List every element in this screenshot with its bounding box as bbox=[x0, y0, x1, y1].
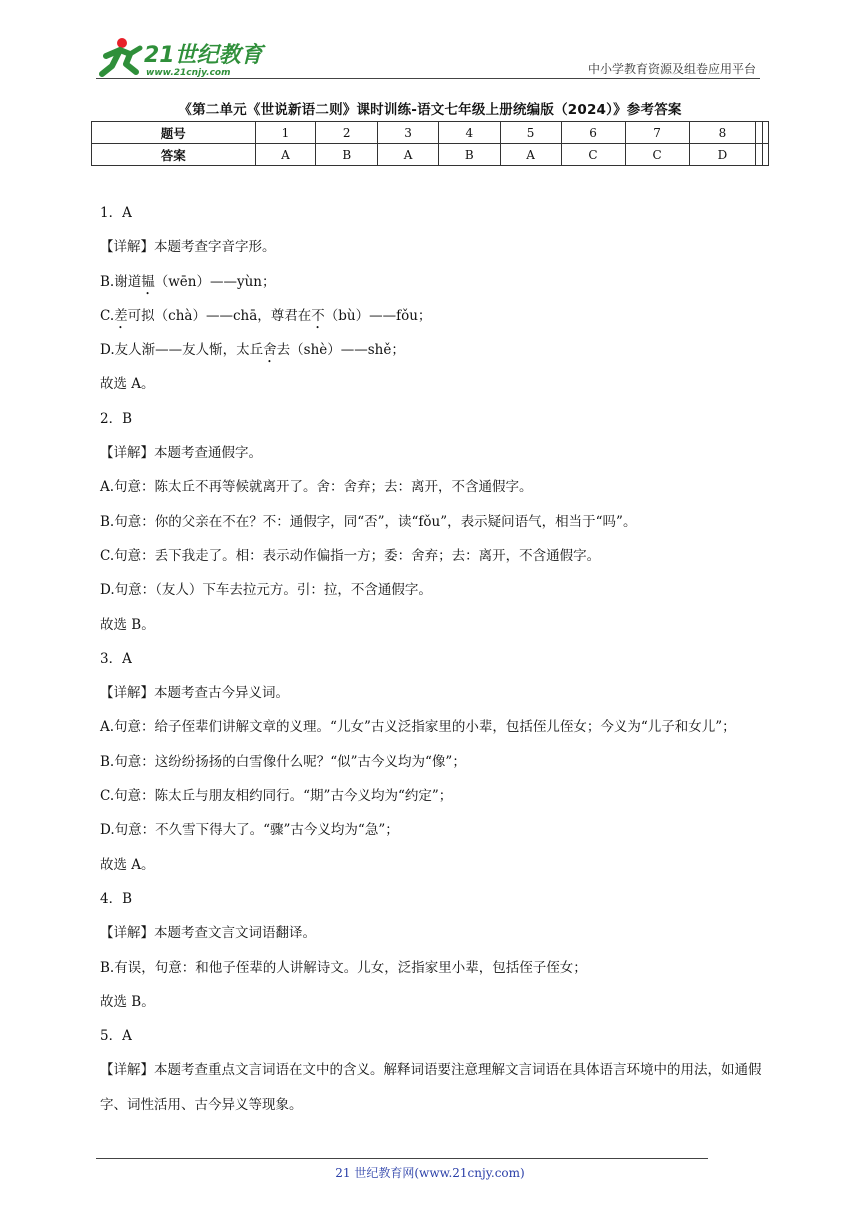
document-title: 《第二单元《世说新语二则》课时训练-语文七年级上册统编版（2024）》参考答案 bbox=[178, 102, 682, 118]
site-logo[interactable] bbox=[96, 34, 266, 80]
question-number-cell: 6 bbox=[561, 122, 625, 144]
explanation-line bbox=[100, 299, 772, 333]
explanation-line bbox=[100, 745, 772, 779]
explanation-line bbox=[100, 367, 772, 401]
question-number-cell: 7 bbox=[625, 122, 689, 144]
text-run: C.句意：陈太丘与朋友相约同行。“期”古今义均为“约定”； bbox=[100, 788, 453, 805]
text-run: （bù）——fǒu； bbox=[324, 307, 432, 324]
text-run: 【详解】本题考查字音字形。 bbox=[100, 239, 276, 256]
explanation-line bbox=[100, 916, 772, 950]
footer-text[interactable]: 21 世纪教育网(www.21cnjy.com) bbox=[335, 1166, 525, 1180]
emphasized-char: 舍 bbox=[263, 342, 277, 359]
text-run: 4．B bbox=[100, 890, 133, 907]
text-run: 故选 A。 bbox=[100, 856, 155, 873]
svg-text:21世纪教育: 21世纪教育 bbox=[144, 43, 263, 68]
text-run: B.句意：你的父亲在不在？不：通假字，同“否”，读“fǒu”，表示疑问语气，相当于“吗”。 bbox=[100, 513, 637, 530]
question-number-cell: 3 bbox=[378, 122, 439, 144]
explanation-line bbox=[100, 265, 772, 299]
text-run: 【详解】本题考查重点文言词语在文中的含义。解释词语要注意理解文言词语在具体语言环境中的用法，如通假字、词性活用、古今异义等现象。 bbox=[100, 1062, 762, 1113]
text-run: B.有误，句意：和他子侄辈的人讲解诗文。儿女，泛指家里小辈，包括侄子侄女； bbox=[100, 959, 587, 976]
explanation-line bbox=[100, 608, 772, 642]
explanation-line bbox=[100, 470, 772, 504]
explanation-line bbox=[100, 1019, 772, 1053]
text-run: 去（shè）——shě； bbox=[276, 342, 405, 359]
explanation-line bbox=[100, 333, 772, 367]
question-number-cell: 2 bbox=[316, 122, 378, 144]
text-run: 3．A bbox=[100, 650, 132, 667]
answer-explanations bbox=[100, 196, 772, 1122]
explanation-line bbox=[100, 985, 772, 1019]
explanation-line bbox=[100, 573, 772, 607]
text-run: 【详解】本题考查文言文词语翻译。 bbox=[100, 925, 316, 942]
text-run: D.句意：（友人）下车去拉元方。引：拉，不含通假字。 bbox=[100, 582, 432, 599]
answer-cell: C bbox=[561, 144, 625, 166]
explanation-line bbox=[100, 848, 772, 882]
text-run: 2．B bbox=[100, 410, 133, 427]
question-number-cell bbox=[762, 122, 768, 144]
emphasized-char: 差 bbox=[114, 307, 128, 324]
explanation-line bbox=[100, 1053, 772, 1122]
answer-table bbox=[91, 121, 769, 166]
text-run: 故选 A。 bbox=[100, 376, 155, 393]
answer-cell: D bbox=[689, 144, 756, 166]
emphasized-char: 不 bbox=[311, 307, 325, 324]
table-row bbox=[92, 144, 769, 166]
text-run: 【详解】本题考查古今异义词。 bbox=[100, 685, 289, 702]
text-run: （wēn）——yùn； bbox=[154, 273, 276, 290]
runner-icon bbox=[96, 34, 266, 80]
answer-cell: A bbox=[378, 144, 439, 166]
question-number-cell: 5 bbox=[500, 122, 561, 144]
emphasized-char: 韫 bbox=[141, 273, 155, 290]
platform-label: 中小学教育资源及组卷应用平台 bbox=[587, 62, 756, 76]
answer-cell: A bbox=[255, 144, 316, 166]
explanation-line bbox=[100, 436, 772, 470]
answer-cell: B bbox=[438, 144, 500, 166]
question-number-cell: 4 bbox=[438, 122, 500, 144]
text-run: B.谢道 bbox=[100, 273, 142, 290]
question-number-cell: 1 bbox=[255, 122, 316, 144]
text-run: A.句意：陈太丘不再等候就离开了。舍：舍弃；去：离开，不含通假字。 bbox=[100, 479, 533, 496]
text-run: 故选 B。 bbox=[100, 616, 155, 633]
explanation-line bbox=[100, 230, 772, 264]
explanation-line bbox=[100, 813, 772, 847]
answer-cell: B bbox=[316, 144, 378, 166]
text-run: 1．A bbox=[100, 205, 132, 221]
text-run: 可拟（chà）——chā，尊君在 bbox=[127, 307, 312, 324]
text-run: C.句意：丢下我走了。相：表示动作偏指一方；委：舍弃；去：离开，不含通假字。 bbox=[100, 547, 601, 564]
text-run: 【详解】本题考查通假字。 bbox=[100, 445, 262, 462]
text-run: 故选 B。 bbox=[100, 993, 155, 1010]
table-row bbox=[92, 122, 769, 144]
text-run: D.友人渐——友人惭，太丘 bbox=[100, 342, 264, 359]
answer-cell: A bbox=[500, 144, 561, 166]
question-number-cell: 8 bbox=[689, 122, 756, 144]
text-run: 5．A bbox=[100, 1028, 132, 1045]
explanation-line bbox=[100, 402, 772, 436]
answer-cell bbox=[762, 144, 768, 166]
page-header bbox=[96, 34, 756, 80]
text-run: C. bbox=[100, 307, 115, 324]
explanation-line bbox=[100, 710, 772, 744]
explanation-line bbox=[100, 642, 772, 676]
answer-cell: C bbox=[625, 144, 689, 166]
footer-divider bbox=[96, 1158, 708, 1159]
explanation-line bbox=[100, 196, 772, 230]
row-header-answer: 答案 bbox=[92, 144, 256, 166]
header-divider bbox=[96, 78, 760, 79]
row-header-number: 题号 bbox=[92, 122, 256, 144]
explanation-line bbox=[100, 539, 772, 573]
text-run: B.句意：这纷纷扬扬的白雪像什么呢？“似”古今义均为“像”； bbox=[100, 753, 466, 770]
explanation-line bbox=[100, 505, 772, 539]
text-run: D.句意：不久雪下得大了。“骤”古今义均为“急”； bbox=[100, 822, 399, 839]
explanation-line bbox=[100, 779, 772, 813]
explanation-line bbox=[100, 676, 772, 710]
explanation-line bbox=[100, 951, 772, 985]
text-run: A.句意：给子侄辈们讲解文章的义理。“儿女”古义泛指家里的小辈，包括侄儿侄女；今义为“儿子和女儿”； bbox=[100, 719, 736, 736]
svg-text:www.21cnjy.com: www.21cnjy.com bbox=[146, 68, 231, 78]
explanation-line bbox=[100, 882, 772, 916]
